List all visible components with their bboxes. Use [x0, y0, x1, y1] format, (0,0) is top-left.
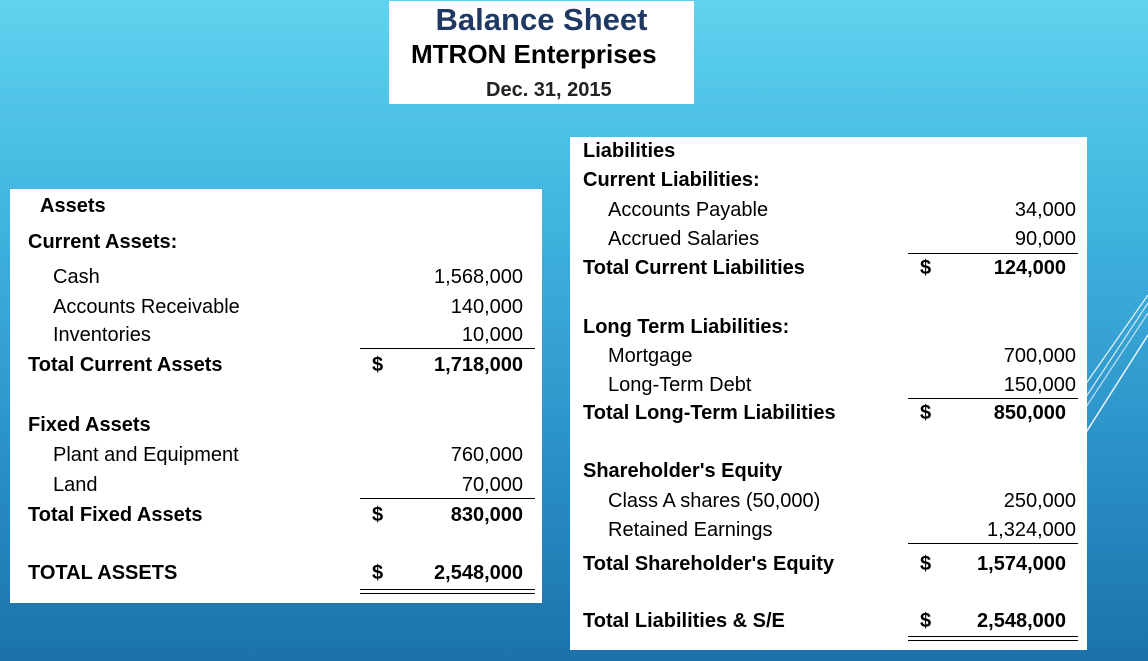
total-long-term-liabilities-value: 850,000 — [993, 402, 1066, 424]
double-rule-bottom — [360, 593, 535, 594]
equity-label: Retained Earnings — [608, 519, 773, 541]
asset-label: Accounts Receivable — [53, 296, 240, 318]
liability-label: Accounts Payable — [608, 199, 769, 221]
subtotal-rule — [360, 348, 535, 349]
total-assets-value: 2,548,000 — [434, 562, 523, 584]
asset-value: 70,000 — [461, 474, 523, 496]
asset-label: Plant and Equipment — [53, 444, 239, 466]
liability-value: 90,000 — [1014, 228, 1076, 250]
total-equity-value: 1,574,000 — [977, 553, 1066, 575]
current-liabilities-heading: Current Liabilities: — [583, 169, 760, 191]
total-assets-label: TOTAL ASSETS — [28, 562, 178, 584]
decorative-lines — [1078, 295, 1148, 445]
double-rule-top — [908, 636, 1078, 637]
liability-label: Long-Term Debt — [608, 374, 752, 396]
total-fixed-assets-value: 830,000 — [450, 504, 523, 526]
liability-label: Accrued Salaries — [608, 228, 760, 250]
subtotal-rule — [360, 498, 535, 499]
currency-symbol: $ — [372, 562, 384, 584]
equity-label: Class A shares (50,000) — [608, 490, 821, 512]
total-fixed-assets-label: Total Fixed Assets — [28, 504, 203, 526]
equity-value: 250,000 — [1003, 490, 1076, 512]
asset-value: 140,000 — [450, 296, 523, 318]
double-rule-bottom — [908, 640, 1078, 641]
total-equity-label: Total Shareholder's Equity — [583, 553, 835, 575]
currency-symbol: $ — [372, 504, 384, 526]
total-current-liabilities-value: 124,000 — [993, 257, 1066, 279]
asset-label: Land — [53, 474, 98, 496]
total-liabilities-se-value: 2,548,000 — [977, 610, 1066, 632]
currency-symbol: $ — [920, 610, 932, 632]
subtotal-rule — [908, 543, 1078, 544]
assets-heading: Assets — [40, 195, 106, 217]
equity-value: 1,324,000 — [987, 519, 1076, 541]
asset-value: 760,000 — [450, 444, 523, 466]
total-liabilities-se-label: Total Liabilities & S/E — [583, 610, 785, 632]
fixed-assets-heading: Fixed Assets — [28, 414, 151, 436]
currency-symbol: $ — [920, 402, 932, 424]
current-assets-heading: Current Assets: — [28, 231, 178, 253]
currency-symbol: $ — [372, 354, 384, 376]
liabilities-heading: Liabilities — [583, 140, 676, 162]
shareholders-equity-heading: Shareholder's Equity — [583, 460, 783, 482]
liability-value: 700,000 — [1003, 345, 1076, 367]
liability-value: 34,000 — [1014, 199, 1076, 221]
subtotal-rule — [908, 253, 1078, 254]
total-long-term-liabilities-label: Total Long-Term Liabilities — [583, 402, 836, 424]
company-name: MTRON Enterprises — [411, 39, 657, 69]
liability-value: 150,000 — [1003, 374, 1076, 396]
liability-label: Mortgage — [608, 345, 693, 367]
title-box — [389, 1, 694, 104]
sheet-title: Balance Sheet — [435, 2, 648, 37]
asset-label: Inventories — [53, 324, 151, 346]
total-current-assets-value: 1,718,000 — [434, 354, 523, 376]
currency-symbol: $ — [920, 257, 932, 279]
subtotal-rule — [908, 398, 1078, 399]
total-current-assets-label: Total Current Assets — [28, 354, 223, 376]
long-term-liabilities-heading: Long Term Liabilities: — [583, 316, 790, 338]
double-rule-top — [360, 589, 535, 590]
asset-value: 1,568,000 — [434, 266, 523, 288]
total-current-liabilities-label: Total Current Liabilities — [583, 257, 805, 279]
asset-value: 10,000 — [461, 324, 523, 346]
currency-symbol: $ — [920, 553, 932, 575]
assets-panel — [10, 189, 542, 603]
asset-label: Cash — [53, 266, 100, 288]
statement-date: Dec. 31, 2015 — [486, 79, 612, 101]
liabilities-panel — [570, 137, 1087, 650]
